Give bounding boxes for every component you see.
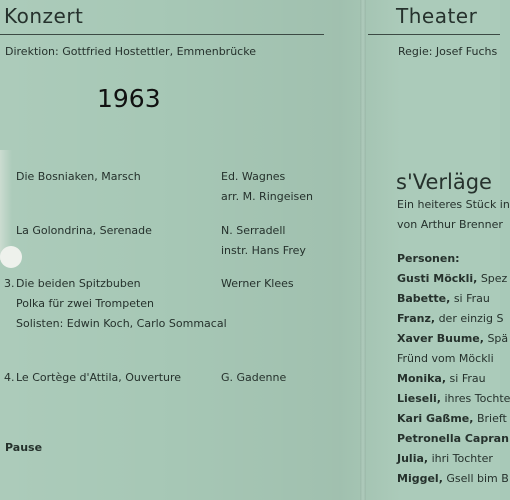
person-row [397, 312, 503, 325]
person-row [397, 292, 490, 305]
person-row [397, 272, 507, 285]
person-role: Spä [487, 332, 509, 345]
person-row [397, 472, 509, 485]
person-name: Franz, [397, 312, 436, 325]
program-item-4-composer: G. Gadenne [221, 371, 287, 384]
paper-tear [0, 150, 12, 260]
person-role: ihri Tochter [431, 452, 493, 465]
theater-direction: Regie: Josef Fuchs [398, 45, 498, 58]
program-item-3-soloists: Solisten: Edwin Koch, Carlo Sommacal [16, 317, 227, 330]
program-item-2-composer: N. Serradell [221, 224, 286, 237]
concert-heading: Konzert [4, 4, 84, 28]
program-item-4-number: 4. [4, 371, 15, 384]
person-role: der einzig S [438, 312, 504, 325]
person-row [397, 332, 508, 345]
pause-label: Pause [5, 441, 43, 454]
person-row [397, 392, 510, 405]
play-subtitle-2: von Arthur Brenner [397, 218, 503, 231]
program-item-3-title: Die beiden Spitzbuben [16, 277, 141, 290]
person-row [397, 412, 507, 425]
person-role: Spez [480, 272, 508, 285]
program-item-1-title: Die Bosniaken, Marsch [16, 170, 141, 183]
concert-rule [0, 34, 324, 35]
person-name: Babette, [397, 292, 451, 305]
program-item-1-arranger: arr. M. Ringeisen [221, 190, 314, 203]
theater-rule [368, 34, 500, 35]
theater-heading: Theater [396, 4, 478, 28]
person-role: Fründ vom Möckli [397, 352, 494, 365]
person-role: si Frau [449, 372, 486, 385]
person-name: Julia, [397, 452, 429, 465]
person-name: Miggel, [397, 472, 443, 485]
person-row [397, 372, 486, 385]
person-name: Monika, [397, 372, 447, 385]
persons-label: Personen: [397, 252, 460, 265]
page-fold [360, 0, 366, 500]
person-role: Gsell bim B [446, 472, 509, 485]
play-title: s'Verläge [396, 170, 492, 194]
person-name: Lieseli, [397, 392, 441, 405]
program-item-2-arranger: instr. Hans Frey [221, 244, 306, 257]
program-item-2-title: La Golondrina, Serenade [16, 224, 152, 237]
person-name: Petronella Capran [397, 432, 509, 445]
person-row [397, 352, 494, 365]
program-item-3-subtitle: Polka für zwei Trompeten [16, 297, 155, 310]
person-name: Xaver Buume, [397, 332, 484, 345]
person-row [397, 432, 509, 445]
program-item-3-composer: Werner Klees [221, 277, 294, 290]
program-item-1-composer: Ed. Wagnes [221, 170, 286, 183]
person-role: ihres Tochte [444, 392, 510, 405]
play-subtitle-1: Ein heiteres Stück in [397, 198, 510, 211]
person-role: si Frau [453, 292, 490, 305]
person-name: Kari Gaßme, [397, 412, 474, 425]
person-role: Brieft [476, 412, 507, 425]
handwritten-year: 1963 [97, 84, 161, 113]
person-row [397, 452, 493, 465]
program-item-4-title: Le Cortège d'Attila, Ouverture [16, 371, 182, 384]
concert-direction: Direktion: Gottfried Hostettler, Emmenbrücke [5, 45, 256, 58]
punch-hole [0, 246, 22, 268]
person-name: Gusti Möckli, [397, 272, 478, 285]
program-item-3-number: 3. [4, 277, 15, 290]
